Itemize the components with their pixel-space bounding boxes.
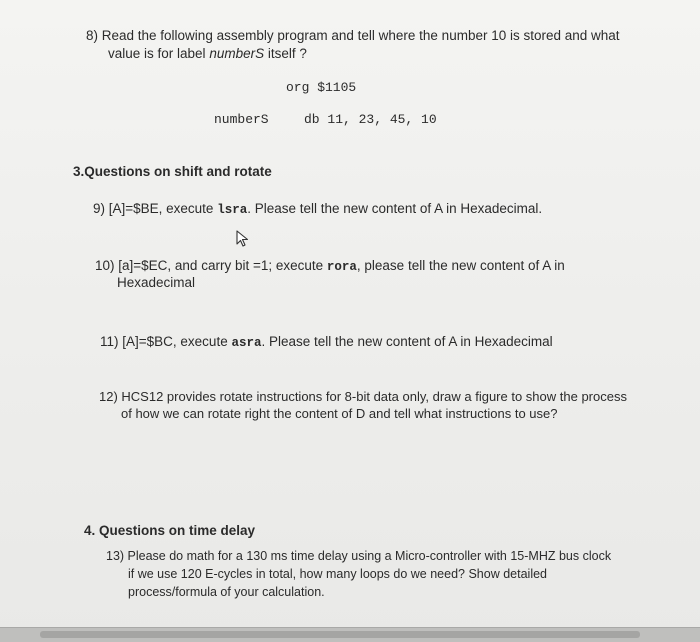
q11-instruction: asra	[231, 336, 262, 350]
q9-instruction: lsra	[217, 203, 248, 217]
section3-heading: 3.Questions on shift and rotate	[73, 164, 272, 179]
q11-prefix: 11) [A]=$BC, execute	[100, 334, 232, 349]
section4-heading: 4. Questions on time delay	[84, 523, 256, 538]
q8-db-directive: db 11, 23, 45, 10	[304, 112, 437, 127]
q9-suffix: . Please tell the new content of A in Hexadecimal.	[247, 201, 543, 216]
q12-line1: 12) HCS12 provides rotate instructions for 8-bit data only, draw a figure to show the process	[99, 389, 627, 404]
mouse-pointer-icon	[236, 230, 252, 248]
scrollbar-track[interactable]	[40, 631, 640, 638]
q10-line2: Hexadecimal	[117, 275, 196, 290]
q8-line2-end: itself ?	[264, 46, 307, 61]
q9-text	[93, 200, 542, 219]
q10-prefix: 10) [a]=$EC, and carry bit =1; execute	[95, 258, 327, 273]
q10-suffix: , please tell the new content of A in	[356, 258, 565, 273]
q13-line2: if we use 120 E-cycles in total, how many loops do we need? Show detailed	[128, 567, 547, 581]
q8-code-label: numberS	[214, 112, 269, 127]
q8-org-directive: org $1105	[286, 80, 357, 95]
q10-instruction: rora	[326, 260, 357, 274]
bottom-scrollbar[interactable]	[0, 627, 700, 642]
q8-label-name: numberS	[209, 46, 265, 61]
q13-line1: 13) Please do math for a 130 ms time delay using a Micro-controller with 15-MHZ bus clock	[106, 549, 612, 563]
q13-line3: process/formula of your calculation.	[128, 585, 325, 599]
q11-suffix: . Please tell the new content of A in Hexadecimal	[261, 334, 553, 349]
q8-line1: 8) Read the following assembly program and tell where the number 10 is stored and what	[86, 28, 620, 43]
q9-prefix: 9) [A]=$BE, execute	[93, 201, 218, 216]
q12-line2: of how we can rotate right the content of D and tell what instructions to use?	[121, 406, 558, 421]
q11-text	[100, 333, 553, 352]
q8-line2	[108, 45, 307, 62]
q8-line2-text: value is for label	[108, 46, 210, 61]
